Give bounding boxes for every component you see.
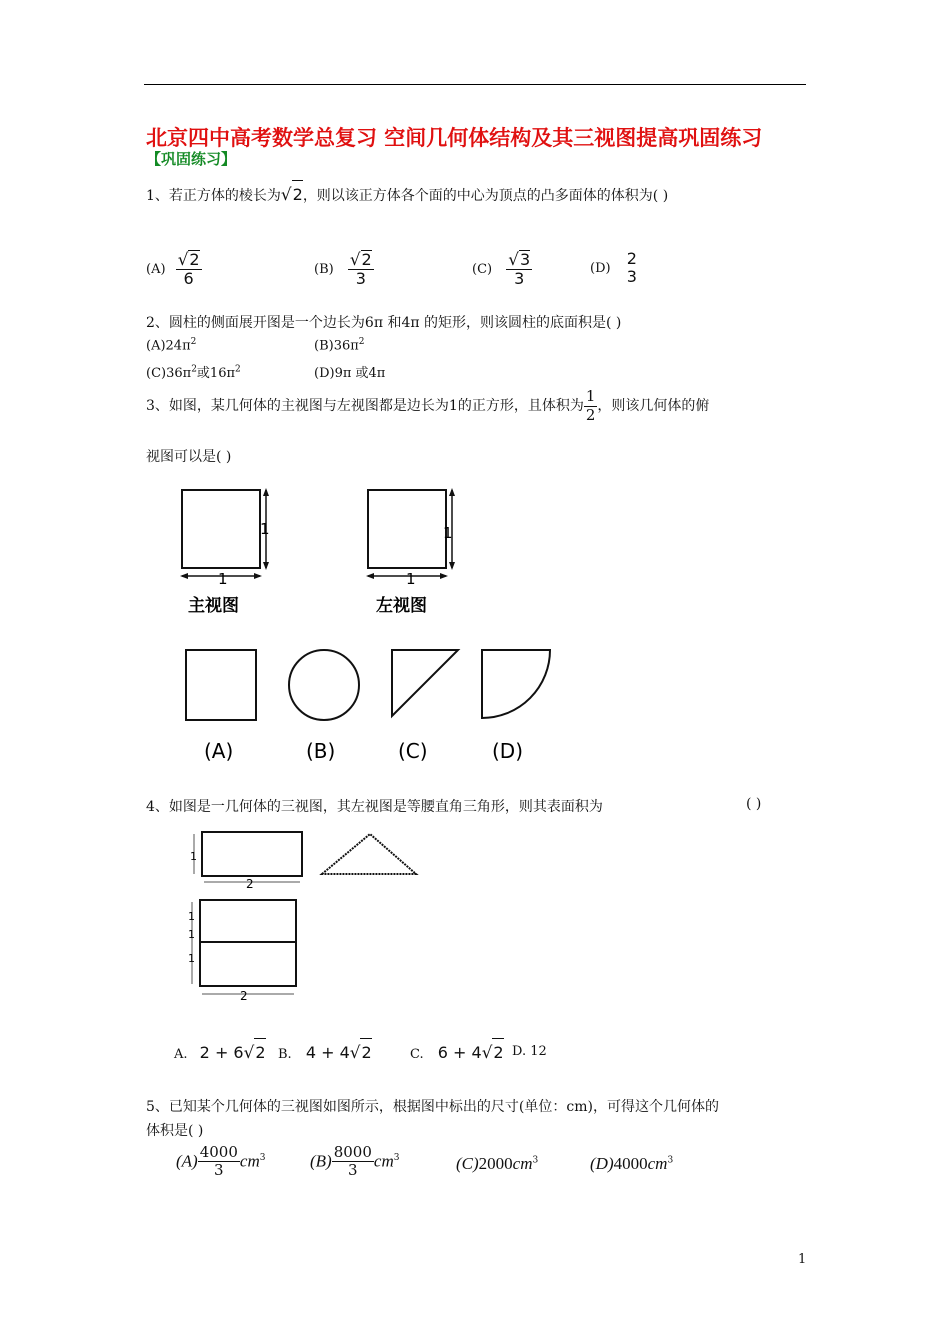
question-3: 3、如图，某几何体的主视图与左视图都是边长为1的正方形，且体积为 $\frac{1}{2}$ ，则该几何体的俯 (146, 387, 710, 424)
question-4: 4、如图是一几何体的三视图，其左视图是等腰直角三角形，则其表面积为 (146, 799, 603, 815)
q5-option-d: $(D)4000cm^3$ (590, 1154, 674, 1173)
q2-option-d: (D)9π 或4π (314, 366, 386, 381)
choice-a-label: (A) (204, 739, 234, 763)
page-number: 1 (798, 1252, 807, 1267)
q2-option-a: $(A)24\pi^2$ (146, 337, 197, 354)
top-height-label: 1 (190, 850, 197, 863)
q5-option-a: (A) $\frac{4000}{3}$ $cm^3$ (176, 1143, 266, 1180)
bottom-width-label: 2 (240, 989, 248, 1003)
q1-option-b: (B) $\frac{√2}{3}$ (314, 249, 372, 289)
choice-c-label: (C) (398, 739, 428, 763)
q1-text: 1、若正方体的棱长为 (146, 188, 281, 204)
bottom-height-label-3: 1 (188, 952, 195, 965)
page-title: 北京四中高考数学总复习 空间几何体结构及其三视图提高巩固练习 (146, 126, 763, 150)
q3-views-figure (170, 478, 470, 618)
q1-option-c: (C) $\frac{√3}{3}$ (472, 249, 531, 289)
left-width-label: 1 (406, 570, 416, 588)
q2-option-b: $(B)36\pi^2$ (314, 337, 365, 354)
q1-text-after: ，则以该正方体各个面的中心为顶点的凸多面体的体积为( ) (302, 188, 669, 204)
left-height-label: 1 (443, 524, 453, 542)
bottom-height-label-2: 1 (188, 928, 195, 941)
q4-option-d: D. 12 (512, 1044, 547, 1059)
question-2: 2、圆柱的侧面展开图是一个边长为6π 和4π 的矩形，则该圆柱的底面积是( ) (146, 315, 622, 331)
question-1 (146, 180, 668, 210)
front-view-label: 主视图 (188, 596, 239, 616)
question-3-line2: 视图可以是( ) (146, 449, 232, 465)
top-width-label: 2 (246, 877, 254, 891)
q4-views-figure (180, 820, 430, 1010)
q4-option-c: C. 6 + 4√2 (410, 1038, 504, 1069)
q5-option-b: (B) $\frac{8000}{3}$ $cm^3$ (310, 1143, 400, 1180)
q1-option-d: (D) 2 3 (590, 249, 637, 287)
question-5-line2: 体积是( ) (146, 1123, 204, 1139)
choice-a-square (186, 650, 256, 720)
question-4-paren: ( ) (746, 796, 762, 812)
front-height-label: 1 (260, 520, 270, 538)
section-heading: 【巩固练习】 (146, 150, 237, 168)
left-view-triangle (322, 834, 416, 874)
question-5: 5、已知某个几何体的三视图如图所示，根据图中标出的尺寸(单位：cm)，可得这个几何体的 (146, 1099, 719, 1115)
q4-option-a: A. 2 + 6√2 (174, 1038, 266, 1069)
q1-option-a-fraction: $\frac{√2}{6}$ (177, 249, 200, 289)
choice-d-label: (D) (492, 739, 524, 763)
q1-sqrt: √2 (281, 185, 303, 204)
choice-b-label: (B) (306, 739, 336, 763)
choice-b-circle (289, 650, 359, 720)
header-rule (144, 84, 806, 85)
choice-c-triangle (392, 650, 458, 716)
bottom-height-label-1: 1 (188, 910, 195, 923)
front-width-label: 1 (218, 570, 228, 588)
q1-option-b-fraction: $\frac{√2}{3}$ (349, 249, 372, 289)
q1-option-a: (A) $\frac{√2}{6}$ (146, 249, 200, 289)
q3-choices-figure (170, 640, 570, 770)
choice-d-quarter-circle (482, 650, 550, 718)
q5-option-c: $(C)2000cm^3$ (456, 1154, 539, 1173)
q4-option-b: B. 4 + 4√2 (278, 1038, 372, 1069)
q1-option-d-fraction: 2 3 (626, 249, 637, 287)
q2-option-c: $(C)36\pi^2$或$16\pi^2$ (146, 364, 241, 381)
left-view-label: 左视图 (376, 596, 427, 616)
q1-option-c-fraction: $\frac{√3}{3}$ (508, 249, 531, 289)
